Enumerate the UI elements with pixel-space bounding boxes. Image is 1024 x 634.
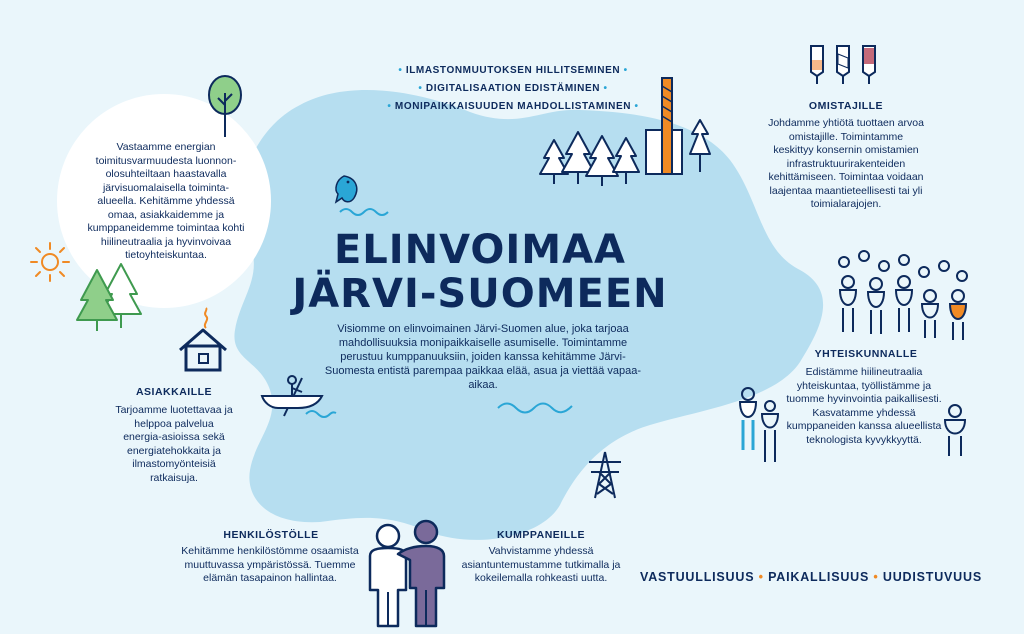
owner-columns-icon	[805, 40, 885, 86]
focus-area-2: • DIGITALISAATION EDISTÄMINEN •	[418, 83, 608, 94]
value-3: UUDISTUVUUS	[882, 570, 982, 584]
power-plant-icon	[640, 74, 720, 176]
values-row: VASTUULLISUUS • PAIKALLISUUS • UUDISTUVUUS	[640, 570, 982, 584]
pylon-icon	[585, 450, 625, 500]
main-title	[270, 228, 690, 316]
henkilostolle-heading: HENKILÖSTÖLLE	[223, 529, 319, 541]
people-icon	[734, 386, 790, 466]
omistajille-heading: OMISTAJILLE	[808, 100, 884, 112]
focus-area-3: • MONIPAIKKAISUUDEN MAHDOLLISTAMINEN •	[387, 101, 639, 112]
value-1: VASTUULLISUUS	[640, 570, 755, 584]
forest-icon	[540, 126, 640, 188]
tree-icon	[205, 73, 245, 139]
yhteiskunnalle-heading: YHTEISKUNNALLE	[814, 348, 918, 360]
sun-icon	[28, 240, 72, 284]
asiakkaille-text: Tarjoamme luotettavaa ja helppoa palvelua energia-asioissa sekä energiatehokkaita ja ilmastomyönteisiä ratkaisuja.	[115, 404, 233, 484]
main-title-line-2: JÄRVI-SUOMEEN	[292, 271, 668, 317]
fish-icon	[330, 172, 394, 222]
spruce-icon	[75, 260, 145, 332]
value-2: PAIKALLISUUS	[768, 570, 870, 584]
main-title-line-1: ELINVOIMAA	[333, 227, 627, 273]
focus-area-1: • ILMASTONMUUTOKSEN HILLITSEMINEN •	[398, 65, 628, 76]
kumppaneille-text: Vahvistamme yhdessä asiantuntemustamme tutkimalla ja kokeilemalla rohkeasti uutta.	[461, 545, 621, 584]
yhteiskunnalle-text: Edistämme hiilineutraalia yhteiskuntaa, työllistämme ja tuomme hyvinvointia paikallisesti. Kasvatamme yhdessä kumppaneiden kanssa alueellista teknologista kyvykkyyttä.	[786, 366, 942, 446]
kumppaneille-heading: KUMPPANEILLE	[496, 529, 586, 541]
intro-text: Vastaamme energian toimitusvarmuudesta luonnon-olosuhteiltaan haastavalla järvisuomalaisella toiminta-alueella. Kehitämme yhdessä omaa, asiakkaidemme ja kumppaneidemme toimintaa kohti hiilineutraalia ja hyvinvoivaa tietoyhteiskuntaa.	[87, 141, 245, 261]
asiakkaille-heading: ASIAKKAILLE	[135, 386, 213, 398]
crowd-icon	[832, 252, 972, 342]
omistajille-text: Johdamme yhtiötä tuottaen arvoa omistajille. Toimintamme keskittyy konsernin omistamien infrastruktuurirakenteiden kehittämiseen. Toimintaa voidaan laajentaa maantieteellisesti tai yli toimialarajojen.	[768, 117, 924, 210]
workers-icon	[362, 520, 452, 630]
henkilostolle-text: Kehitämme henkilöstömme osaamista muuttuvassa ympäristössä. Tuemme elämän tasapainon hallintaa.	[181, 545, 359, 584]
wave-icon	[496, 398, 576, 416]
person-icon	[940, 404, 970, 458]
house-icon	[176, 308, 230, 374]
vision-text: Visiomme on elinvoimainen Järvi-Suomen alue, joka tarjoaa mahdollisuuksia monipaikkaiselle asumiselle. Toimintamme perustuu kumppanuuksiin, joiden kanssa kehitämme Järvi-Suomesta entistä parempaa paikkaa elää, asua ja viettää vapaa-aikaa.	[324, 323, 642, 391]
